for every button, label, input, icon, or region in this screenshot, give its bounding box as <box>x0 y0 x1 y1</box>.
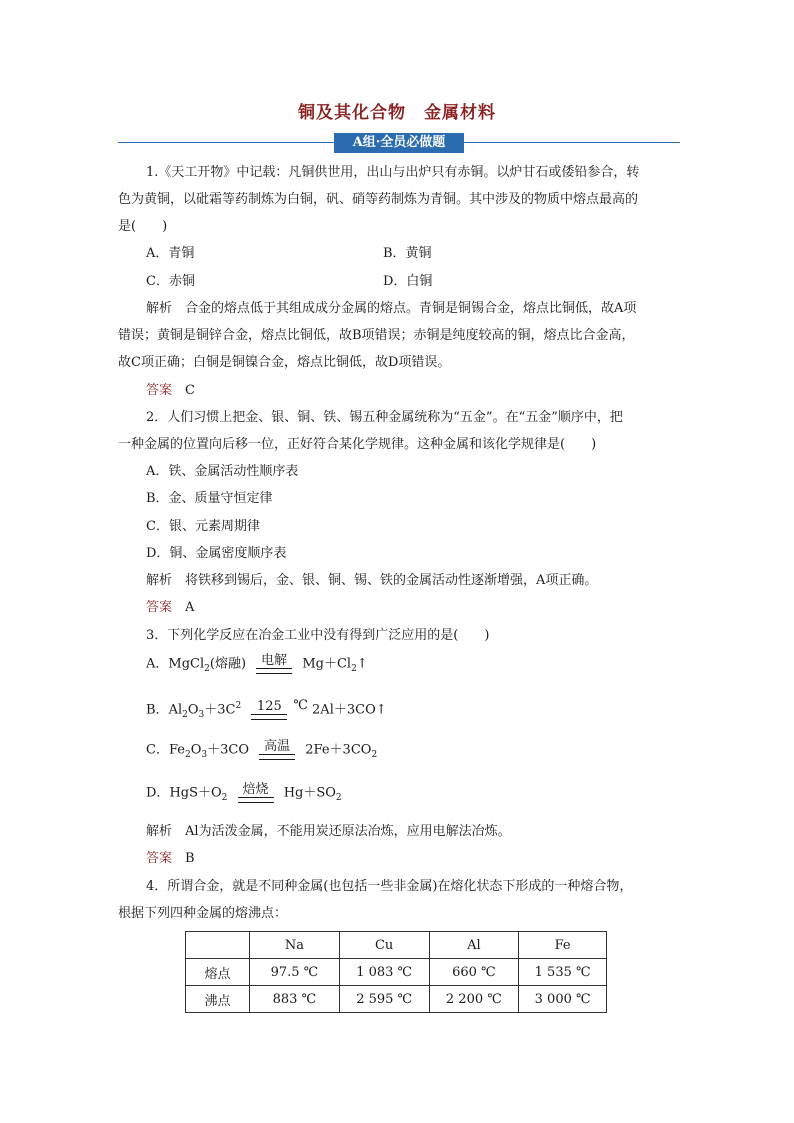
table-cell: 1 083 ℃ <box>339 959 429 986</box>
q2-answer <box>146 599 194 617</box>
q1-answer <box>146 382 195 400</box>
group-label: A组·全员必做题 <box>334 133 464 153</box>
table-cell: 2 200 ℃ <box>429 986 519 1013</box>
answer-value: C <box>185 383 195 398</box>
q1-option-b: B．黄铜 <box>383 246 432 261</box>
q3-analysis <box>146 823 511 841</box>
table-header: Cu <box>339 932 429 959</box>
table-row <box>186 959 607 986</box>
q1-analysis-3: 故C项正确；白铜是铜镍合金，熔点比铜低，故D项错误。 <box>118 355 451 370</box>
q1-analysis-1 <box>146 300 636 318</box>
answer-label: 答案 <box>146 383 173 398</box>
table-row <box>186 986 607 1013</box>
q3-option-c: C．$Fe_2O_3+3CO$ 高温 $2Fe+3CO_2$ <box>146 739 378 761</box>
table-header: Al <box>429 932 519 959</box>
table-cell: 883 ℃ <box>249 986 339 1013</box>
q2-option-a: A．铁、金属活动性顺序表 <box>146 464 299 479</box>
table-cell: 熔点 <box>186 959 250 986</box>
q1-analysis-2: 错误；黄铜是铜锌合金，熔点比铜低，故B项错误；赤铜是纯度较高的铜，熔点比合金高， <box>118 328 635 343</box>
q1-line-3: 是( ) <box>118 219 168 234</box>
analysis-label: 解析 <box>146 301 173 316</box>
q1-option-c: C．赤铜 <box>146 274 195 289</box>
analysis-label: 解析 <box>146 573 173 588</box>
table-header: Fe <box>519 932 607 959</box>
q2-option-b: B．金、质量守恒定律 <box>146 491 273 506</box>
table-header-row <box>186 932 607 959</box>
analysis-text: Al为活泼金属，不能用炭还原法冶炼，应用电解法冶炼。 <box>185 824 511 839</box>
table-header <box>186 932 250 959</box>
reaction-arrow: 焙烧 <box>238 783 274 803</box>
q4-line-2: 根据下列四种金属的熔沸点： <box>118 906 288 921</box>
reaction-arrow: 高温 <box>259 740 295 760</box>
analysis-label: 解析 <box>146 824 173 839</box>
q2-option-c: C．银、元素周期律 <box>146 519 260 534</box>
q2-line-2: 一种金属的位置向后移一位，正好符合某化学规律。这种金属和该化学规律是( ) <box>118 437 597 452</box>
q3-answer <box>146 850 195 868</box>
q2-line-1: 2．人们习惯上把金、银、铜、铁、锡五种金属统称为“五金”。在“五金”顺序中，把 <box>146 410 623 425</box>
answer-label: 答案 <box>146 600 173 615</box>
q1-line-2: 色为黄铜，以砒霜等药制炼为白铜，矾、硝等药制炼为青铜。其中涉及的物质中熔点最高的 <box>118 192 639 207</box>
reaction-arrow: 电解 <box>256 654 292 674</box>
q2-option-d: D．铜、金属密度顺序表 <box>146 546 287 561</box>
answer-value: A <box>185 600 195 615</box>
table-cell: 沸点 <box>186 986 250 1013</box>
q1-line-1: 1.《天工开物》中记载：凡铜供世用，出山与出炉只有赤铜。以炉甘石或倭铅参合，转 <box>146 165 640 180</box>
analysis-text: 将铁移到锡后，金、银、铜、锡、铁的金属活动性逐渐增强，A项正确。 <box>185 573 598 588</box>
reaction-arrow: 125 <box>251 700 287 720</box>
q3-option-d: D．$HgS+O_2$ 焙烧 $Hg+SO_2$ <box>146 782 342 804</box>
q3-option-a: A．MgCl$_2$(熔融) 电解 $Mg+Cl_2↑$ <box>146 653 368 675</box>
q1-option-d: D．白铜 <box>383 274 433 289</box>
melting-boiling-table <box>185 931 607 1013</box>
answer-value: B <box>185 851 195 866</box>
q3-stem: 3．下列化学反应在冶金工业中没有得到广泛应用的是( ) <box>146 628 490 643</box>
table-header: Na <box>249 932 339 959</box>
q2-analysis <box>146 572 597 590</box>
table-cell: 3 000 ℃ <box>519 986 607 1013</box>
group-band <box>118 133 680 153</box>
analysis-text: 合金的熔点低于其组成成分金属的熔点。青铜是铜锡合金，熔点比铜低，故A项 <box>185 301 637 316</box>
page-title: 铜及其化合物 金属材料 <box>298 103 496 123</box>
q3-option-b: B．$Al_2O_3+3C^2$ 125 ℃ 2Al＋3CO↑ <box>146 698 387 720</box>
table-cell: 1 535 ℃ <box>519 959 607 986</box>
table-cell: 2 595 ℃ <box>339 986 429 1013</box>
q1-option-a: A．青铜 <box>146 246 195 261</box>
answer-label: 答案 <box>146 851 173 866</box>
table-cell: 97.5 ℃ <box>249 959 339 986</box>
q4-line-1: 4．所谓合金，就是不同种金属(也包括一些非金属)在熔化状态下形成的一种熔合物， <box>146 879 633 894</box>
table-cell: 660 ℃ <box>429 959 519 986</box>
